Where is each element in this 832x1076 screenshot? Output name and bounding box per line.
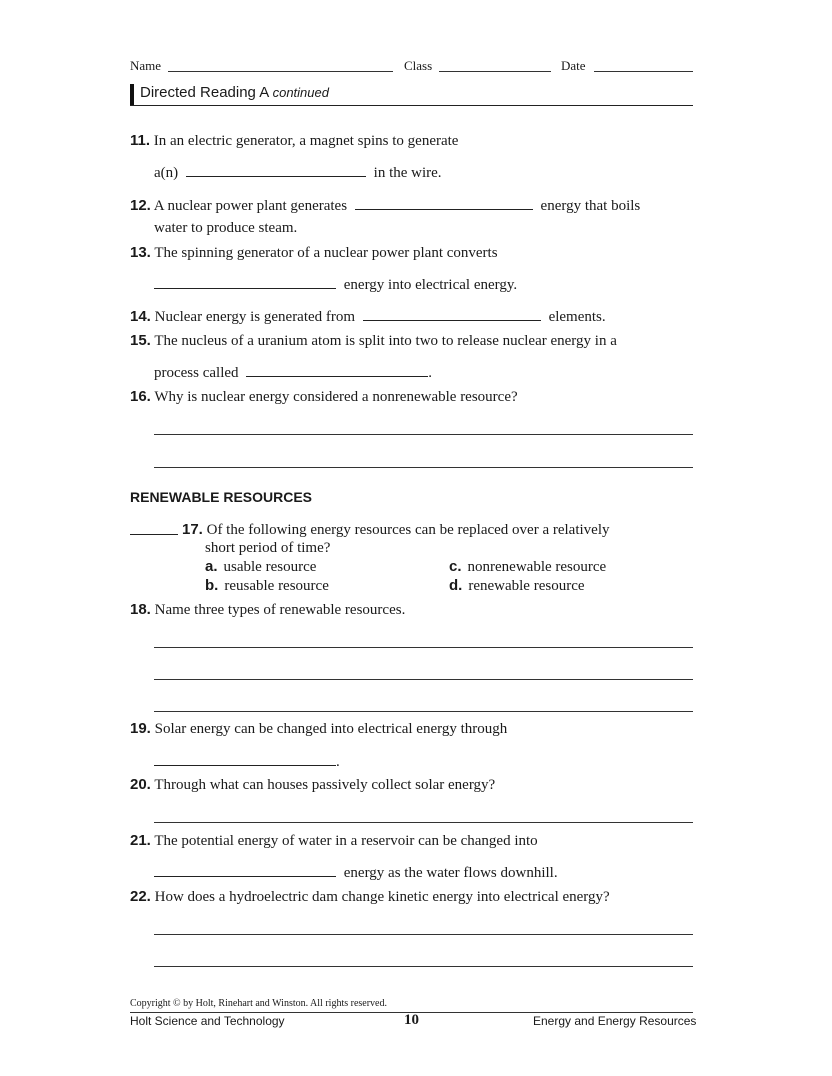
option-letter: b. [205, 577, 219, 594]
answer-blank[interactable] [154, 864, 336, 877]
question-11-fill [154, 164, 442, 182]
option-text: nonrenewable resource [467, 559, 607, 575]
question-number: 18. [130, 601, 151, 618]
question-text: . [336, 754, 340, 770]
question-number: 21. [130, 832, 151, 849]
title-bar-marker [130, 84, 134, 105]
question-11 [130, 132, 458, 150]
question-text: In an electric generator, a magnet spins to generate [153, 133, 459, 149]
page-number: 10 [404, 1012, 419, 1028]
question-20 [130, 776, 495, 794]
answer-line[interactable] [154, 647, 693, 648]
question-text: Why is nuclear energy considered a nonrenewable resource? [154, 389, 518, 405]
question-text: Through what can houses passively collect solar energy? [154, 777, 496, 793]
option-a[interactable] [205, 558, 316, 576]
answer-blank[interactable] [186, 164, 366, 177]
question-21-fill [154, 864, 558, 882]
answer-line[interactable] [154, 434, 693, 435]
question-12-line2: water to produce steam. [154, 220, 298, 236]
question-13 [130, 244, 498, 262]
date-line[interactable] [594, 71, 693, 72]
question-17-line2: short period of time? [205, 540, 331, 556]
question-text: Nuclear energy is generated from [154, 309, 356, 325]
question-text: energy into electrical energy. [343, 277, 518, 293]
page-title-main: Directed Reading A [140, 84, 269, 101]
footer-left: Holt Science and Technology [130, 1014, 285, 1028]
answer-line[interactable] [154, 467, 693, 468]
question-13-fill [154, 276, 517, 294]
question-16 [130, 388, 518, 406]
option-text: usable resource [223, 559, 317, 575]
question-text: A nuclear power plant generates [153, 198, 348, 214]
answer-blank[interactable] [130, 522, 178, 535]
question-text: in the wire. [373, 165, 442, 181]
question-text: How does a hydroelectric dam change kinetic energy into electrical energy? [154, 889, 610, 905]
question-text: process called [154, 365, 239, 381]
answer-line[interactable] [154, 966, 693, 967]
question-text: . [428, 365, 433, 381]
answer-blank[interactable] [246, 364, 428, 377]
date-label: Date [561, 58, 586, 73]
answer-blank[interactable] [355, 197, 533, 210]
question-text: Of the following energy resources can be replaced over a relatively [206, 522, 610, 538]
section-title: RENEWABLE RESOURCES [130, 489, 313, 505]
class-line[interactable] [439, 71, 551, 72]
copyright: Copyright © by Holt, Rinehart and Winston. All rights reserved. [130, 998, 387, 1009]
title-underline [130, 105, 693, 106]
question-text: Solar energy can be changed into electrical energy through [154, 721, 508, 737]
question-number: 19. [130, 720, 151, 737]
option-letter: a. [205, 558, 218, 575]
question-number: 12. [130, 197, 151, 214]
question-text: a(n) [154, 165, 179, 181]
question-text: elements. [548, 309, 606, 325]
question-15-fill [154, 364, 432, 382]
answer-line[interactable] [154, 711, 693, 712]
question-17-blank[interactable] [130, 522, 178, 540]
option-d[interactable] [449, 577, 585, 595]
answer-line[interactable] [154, 822, 693, 823]
question-22 [130, 888, 610, 906]
option-c[interactable] [449, 558, 606, 576]
answer-blank[interactable] [363, 308, 541, 321]
question-text: The nucleus of a uranium atom is split into two to release nuclear energy in a [154, 333, 617, 349]
option-b[interactable] [205, 577, 329, 595]
question-number: 15. [130, 332, 151, 349]
question-number: 11. [130, 132, 151, 149]
question-text: The spinning generator of a nuclear power plant converts [154, 245, 498, 261]
page-title [140, 84, 329, 101]
question-number: 20. [130, 776, 151, 793]
answer-line[interactable] [154, 679, 693, 680]
option-letter: c. [449, 558, 462, 575]
question-text: energy as the water flows downhill. [343, 865, 558, 881]
question-14 [130, 308, 606, 326]
question-18 [130, 601, 405, 619]
page-title-suffix: continued [272, 85, 329, 100]
option-text: reusable resource [224, 578, 329, 594]
footer-right: Energy and Energy Resources [533, 1014, 697, 1028]
question-number: 17. [182, 521, 203, 538]
question-17 [182, 521, 610, 539]
class-label: Class [404, 58, 433, 73]
option-letter: d. [449, 577, 463, 594]
name-line[interactable] [168, 71, 393, 72]
question-21 [130, 832, 538, 850]
option-text: renewable resource [468, 578, 585, 594]
question-19 [130, 720, 507, 738]
question-19-fill [154, 753, 340, 771]
question-text: energy that boils [540, 198, 641, 214]
answer-blank[interactable] [154, 753, 336, 766]
question-15 [130, 332, 617, 350]
question-number: 16. [130, 388, 151, 405]
question-12 [130, 197, 640, 215]
answer-blank[interactable] [154, 276, 336, 289]
question-text: The potential energy of water in a reservoir can be changed into [154, 833, 538, 849]
question-text: Name three types of renewable resources. [154, 602, 406, 618]
answer-line[interactable] [154, 934, 693, 935]
question-number: 13. [130, 244, 151, 261]
question-number: 22. [130, 888, 151, 905]
question-number: 14. [130, 308, 151, 325]
name-label: Name [130, 58, 162, 73]
